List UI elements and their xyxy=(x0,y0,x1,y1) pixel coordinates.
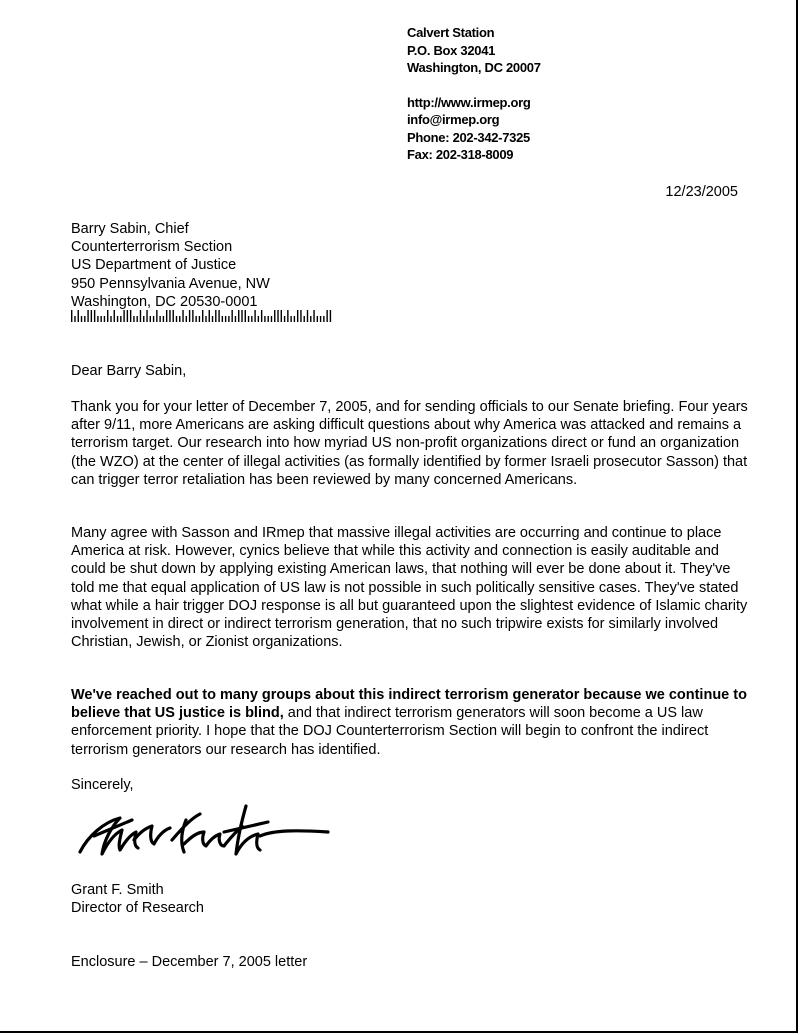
signer-title: Director of Research xyxy=(71,900,204,917)
recipient-address xyxy=(71,220,751,311)
address-line: Barry Sabin, Chief xyxy=(71,221,189,237)
enclosure-note: Enclosure – December 7, 2005 letter xyxy=(71,954,308,970)
address-line: US Department of Justice xyxy=(71,257,237,274)
signer-name: Grant F. Smith xyxy=(71,882,164,898)
address-line: Washington, DC 20530-0001 xyxy=(71,293,258,310)
paragraph-continuation: and that indirect terrorism generators will soon become a US law enforcement priority. I hope that the DOJ Counterterrorism Section will begin to confront the indirect terrorism generators our research has identified. xyxy=(71,705,709,758)
body-paragraph-2: Many agree with Sasson and IRmep that massive illegal activities are occurring and continue to place America at risk. However, cynics believe that while this activity and connection is easily auditable and could be shut down by applying existing American laws, that nothing will ever be done about it. They've told me that equal application of US law is not possible in such politically sensitive cases. They've stated what while a hair trigger DOJ response is all but guaranteed upon the slightest evidence of Islamic charity involvement in direct or indirect terrorism generation, that no such tripwire exists for similarly involved Christian, Jewish, or Zionist organizations. xyxy=(71,525,748,651)
postal-barcode xyxy=(71,310,333,322)
body-paragraph-1: Thank you for your letter of December 7, 2005, and for sending officials to our Senate briefing. Four years after 9/11, more Americans are asking difficult questions about why America was attacked and remains a terrorism target. Our research into how myriad US non-profit organizations direct or fund an organization (the WZO) at the center of illegal activities (as formally identified by former Israeli prosecutor Sasson) that can trigger terror retaliation has been reviewed by many concerned Americans. xyxy=(71,399,748,488)
body-paragraph-3 xyxy=(71,686,751,759)
closing: Sincerely, xyxy=(71,777,134,793)
phone-number: Phone: 202-342-7325 xyxy=(407,129,530,145)
letter-date: 12/23/2005 xyxy=(665,184,738,200)
letterhead-line: P.O. Box 32041 xyxy=(407,42,496,58)
bold-statement: We've reached out to many groups about this indirect terrorism generator because we continue to believe that US justice is blind, xyxy=(71,687,747,722)
handwritten-signature xyxy=(74,796,332,880)
letterhead xyxy=(407,24,541,164)
signer-block xyxy=(71,881,751,917)
website-link[interactable]: http://www.irmep.org xyxy=(407,94,531,110)
address-line: 950 Pennsylvania Avenue, NW xyxy=(71,275,270,292)
fax-number: Fax: 202-318-8009 xyxy=(407,147,514,162)
letterhead-line: Calvert Station xyxy=(407,25,495,40)
salutation: Dear Barry Sabin, xyxy=(71,363,187,379)
letterhead-spacer xyxy=(407,77,541,94)
letterhead-line: Washington, DC 20007 xyxy=(407,60,541,75)
email-link[interactable]: info@irmep.org xyxy=(407,112,500,127)
address-line: Counterterrorism Section xyxy=(71,239,233,256)
